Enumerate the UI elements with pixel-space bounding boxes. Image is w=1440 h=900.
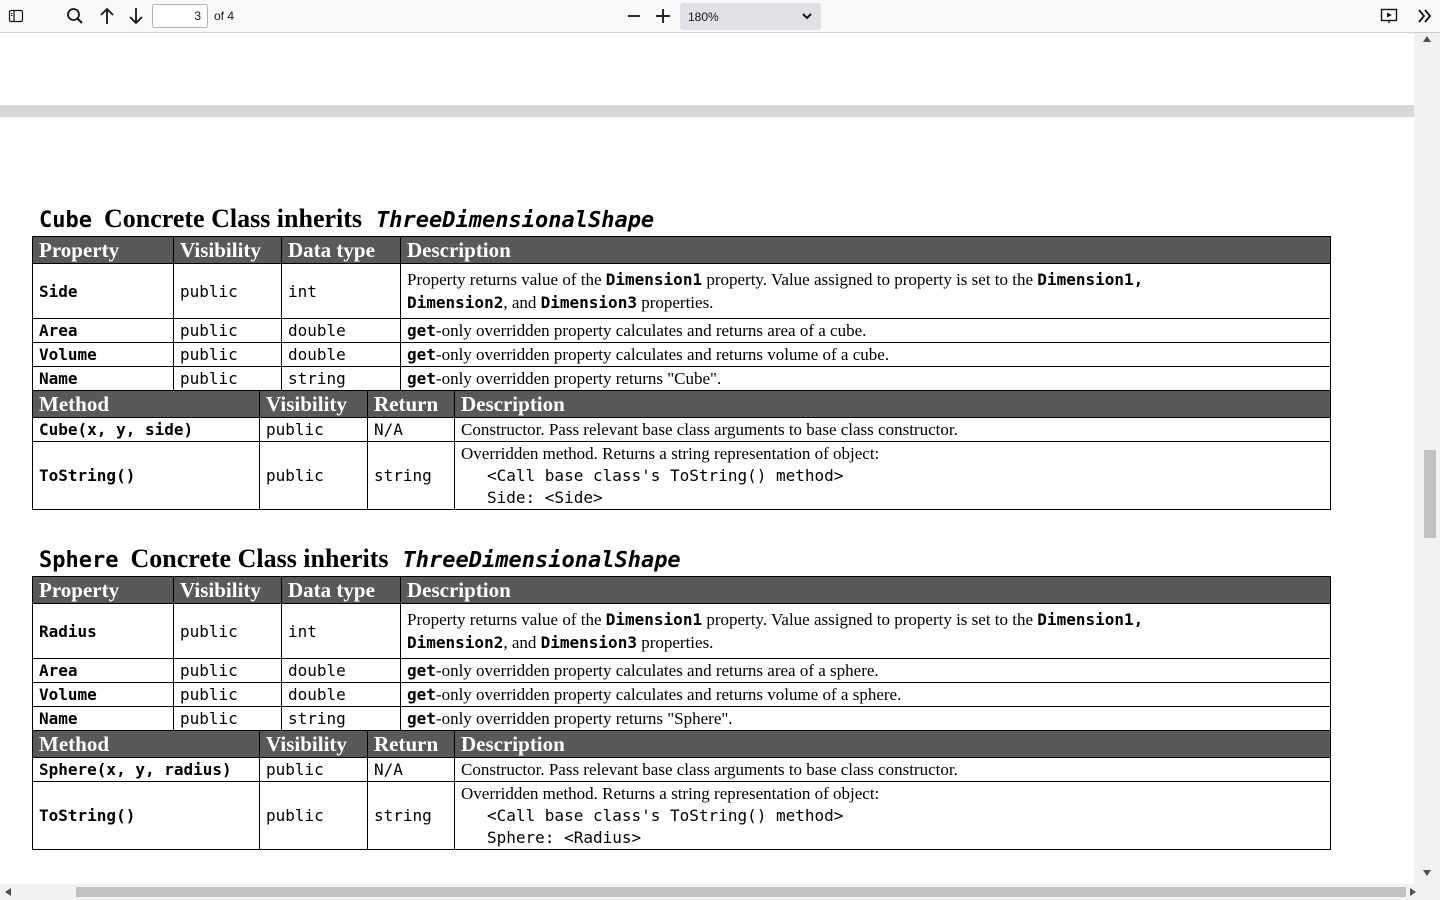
property-name: Area xyxy=(33,319,174,343)
method-return: N/A xyxy=(368,418,455,442)
desc-code: get xyxy=(407,345,436,364)
property-description xyxy=(401,707,1331,731)
class-name: Sphere xyxy=(39,548,119,573)
desc-text: -only overridden property calculates and returns volume of a cube. xyxy=(435,345,890,364)
desc-code: Dimension1, xyxy=(1037,610,1144,629)
page-number-input[interactable] xyxy=(152,4,208,28)
table-row xyxy=(33,707,1331,731)
desc-text: Overridden method. Returns a string representation of object: xyxy=(461,784,880,803)
desc-code: Dimension2 xyxy=(407,293,504,312)
sphere-class-table xyxy=(32,576,1331,731)
tools-menu-button[interactable] xyxy=(1412,4,1436,28)
desc-code: Dimension3 xyxy=(540,293,637,312)
minus-icon xyxy=(627,9,641,23)
desc-code: Dimension2 xyxy=(407,633,504,652)
header-visibility: Visibility xyxy=(174,237,282,264)
zoom-value: 180% xyxy=(688,10,719,24)
table-row xyxy=(33,604,1331,659)
desc-text: property. Value assigned to property is set to the xyxy=(702,610,1038,629)
section-title-cube xyxy=(39,204,654,234)
page-count-label: of 4 xyxy=(214,9,235,23)
cube-class-table xyxy=(32,236,1331,391)
property-description xyxy=(401,264,1331,319)
table-row xyxy=(33,319,1331,343)
property-description xyxy=(401,683,1331,707)
property-name: Volume xyxy=(33,683,174,707)
chevron-down-icon xyxy=(801,11,813,21)
class-kind: Concrete Class inherits xyxy=(103,204,363,233)
property-visibility: public xyxy=(174,319,282,343)
sphere-methods-table xyxy=(32,730,1331,850)
desc-text: -only overridden property returns "Cube". xyxy=(435,369,722,388)
property-description xyxy=(401,319,1331,343)
property-type: int xyxy=(282,604,401,659)
scroll-left-arrow-icon[interactable] xyxy=(5,888,11,896)
header-data-type: Data type xyxy=(282,577,401,604)
property-description xyxy=(401,343,1331,367)
header-description: Description xyxy=(455,391,1331,418)
property-type: string xyxy=(282,707,401,731)
property-visibility: public xyxy=(174,707,282,731)
presentation-mode-button[interactable] xyxy=(1377,4,1401,28)
header-return: Return xyxy=(368,731,455,758)
method-name: ToString() xyxy=(33,442,260,510)
desc-code: Dimension3 xyxy=(540,633,637,652)
sidebar-toggle-button[interactable] xyxy=(4,4,28,28)
header-property: Property xyxy=(33,237,174,264)
scroll-right-arrow-icon[interactable] xyxy=(1410,888,1416,896)
sidebar-icon xyxy=(8,8,24,24)
method-visibility: public xyxy=(260,758,368,782)
desc-code: get xyxy=(407,321,436,340)
pdf-toolbar xyxy=(0,0,1440,33)
horizontal-scrollbar-thumb[interactable] xyxy=(76,887,1406,897)
property-header-row xyxy=(33,577,1331,604)
section-title-sphere xyxy=(39,544,681,574)
property-visibility: public xyxy=(174,343,282,367)
desc-text: -only overridden property calculates and returns area of a cube. xyxy=(435,321,867,340)
method-return: N/A xyxy=(368,758,455,782)
scroll-down-arrow-icon[interactable] xyxy=(1423,870,1431,876)
scroll-up-arrow-icon[interactable] xyxy=(1423,36,1431,42)
table-row xyxy=(33,442,1331,510)
property-visibility: public xyxy=(174,683,282,707)
double-chevron-right-icon xyxy=(1416,8,1432,24)
header-data-type: Data type xyxy=(282,237,401,264)
property-name: Radius xyxy=(33,604,174,659)
header-return: Return xyxy=(368,391,455,418)
desc-text: properties. xyxy=(636,293,714,312)
arrow-down-icon xyxy=(128,7,144,25)
property-type: double xyxy=(282,319,401,343)
table-row xyxy=(33,758,1331,782)
desc-text: -only overridden property returns "Sphere". xyxy=(435,709,733,728)
search-icon xyxy=(66,7,84,25)
arrow-up-icon xyxy=(99,7,115,25)
previous-page-button[interactable] xyxy=(95,4,119,28)
header-description: Description xyxy=(401,237,1331,264)
code-line: <Call base class's ToString() method> xyxy=(487,466,844,485)
header-description: Description xyxy=(455,731,1331,758)
method-description: Constructor. Pass relevant base class arguments to base class constructor. xyxy=(455,758,1331,782)
method-name: Sphere(x, y, radius) xyxy=(33,758,260,782)
property-name: Area xyxy=(33,659,174,683)
method-name: ToString() xyxy=(33,782,260,850)
desc-text: Property returns value of the xyxy=(407,610,606,629)
property-visibility: public xyxy=(174,264,282,319)
method-description xyxy=(455,442,1331,510)
method-header-row xyxy=(33,731,1331,758)
header-property: Property xyxy=(33,577,174,604)
base-class-name: ThreeDimensionalShape xyxy=(402,548,681,573)
method-visibility: public xyxy=(260,418,368,442)
table-row xyxy=(33,367,1331,391)
vertical-scrollbar-thumb[interactable] xyxy=(1424,450,1436,538)
vertical-scrollbar[interactable] xyxy=(1414,33,1440,884)
method-return: string xyxy=(368,782,455,850)
property-visibility: public xyxy=(174,659,282,683)
desc-text: , and xyxy=(503,293,541,312)
method-header-row xyxy=(33,391,1331,418)
header-visibility: Visibility xyxy=(260,391,368,418)
table-row xyxy=(33,683,1331,707)
method-description xyxy=(455,782,1331,850)
property-header-row xyxy=(33,237,1331,264)
desc-code: get xyxy=(407,685,436,704)
table-row xyxy=(33,418,1331,442)
desc-code: Dimension1 xyxy=(605,610,703,629)
property-description xyxy=(401,659,1331,683)
presentation-icon xyxy=(1380,8,1398,24)
previous-page xyxy=(0,33,1414,105)
desc-text: Property returns value of the xyxy=(407,270,606,289)
class-name: Cube xyxy=(39,208,92,233)
method-return: string xyxy=(368,442,455,510)
desc-text: properties. xyxy=(636,633,714,652)
horizontal-scrollbar[interactable] xyxy=(0,884,1440,900)
class-kind: Concrete Class inherits xyxy=(130,544,389,573)
desc-text: -only overridden property calculates and returns area of a sphere. xyxy=(435,661,879,680)
desc-code: get xyxy=(407,709,436,728)
code-line: Side: <Side> xyxy=(487,488,603,507)
desc-text: -only overridden property calculates and returns volume of a sphere. xyxy=(435,685,902,704)
table-row xyxy=(33,782,1331,850)
method-visibility: public xyxy=(260,782,368,850)
find-button[interactable] xyxy=(63,4,87,28)
property-type: double xyxy=(282,683,401,707)
header-visibility: Visibility xyxy=(260,731,368,758)
code-line: <Call base class's ToString() method> xyxy=(487,806,844,825)
property-type: double xyxy=(282,343,401,367)
cube-methods-table xyxy=(32,390,1331,510)
header-visibility: Visibility xyxy=(174,577,282,604)
code-line: Sphere: <Radius> xyxy=(487,828,642,847)
table-row xyxy=(33,264,1331,319)
property-name: Volume xyxy=(33,343,174,367)
next-page-button[interactable] xyxy=(124,4,148,28)
property-description xyxy=(401,367,1331,391)
desc-text: , and xyxy=(503,633,541,652)
property-name: Name xyxy=(33,707,174,731)
header-description: Description xyxy=(401,577,1331,604)
desc-code: get xyxy=(407,369,436,388)
property-type: int xyxy=(282,264,401,319)
header-method: Method xyxy=(33,731,260,758)
property-name: Side xyxy=(33,264,174,319)
desc-text: property. Value assigned to property is set to the xyxy=(702,270,1038,289)
property-visibility: public xyxy=(174,604,282,659)
zoom-in-button[interactable] xyxy=(651,4,675,28)
zoom-out-button[interactable] xyxy=(622,4,646,28)
desc-code: get xyxy=(407,661,436,680)
method-visibility: public xyxy=(260,442,368,510)
method-name: Cube(x, y, side) xyxy=(33,418,260,442)
desc-code: Dimension1 xyxy=(605,270,703,289)
header-method: Method xyxy=(33,391,260,418)
table-row xyxy=(33,659,1331,683)
desc-text: Overridden method. Returns a string representation of object: xyxy=(461,444,880,463)
plus-icon xyxy=(655,8,671,24)
method-description: Constructor. Pass relevant base class arguments to base class constructor. xyxy=(455,418,1331,442)
desc-code: Dimension1, xyxy=(1037,270,1144,289)
property-type: string xyxy=(282,367,401,391)
property-type: double xyxy=(282,659,401,683)
property-visibility: public xyxy=(174,367,282,391)
property-description xyxy=(401,604,1331,659)
property-name: Name xyxy=(33,367,174,391)
table-row xyxy=(33,343,1331,367)
zoom-select[interactable] xyxy=(680,3,821,30)
base-class-name: ThreeDimensionalShape xyxy=(376,208,655,233)
